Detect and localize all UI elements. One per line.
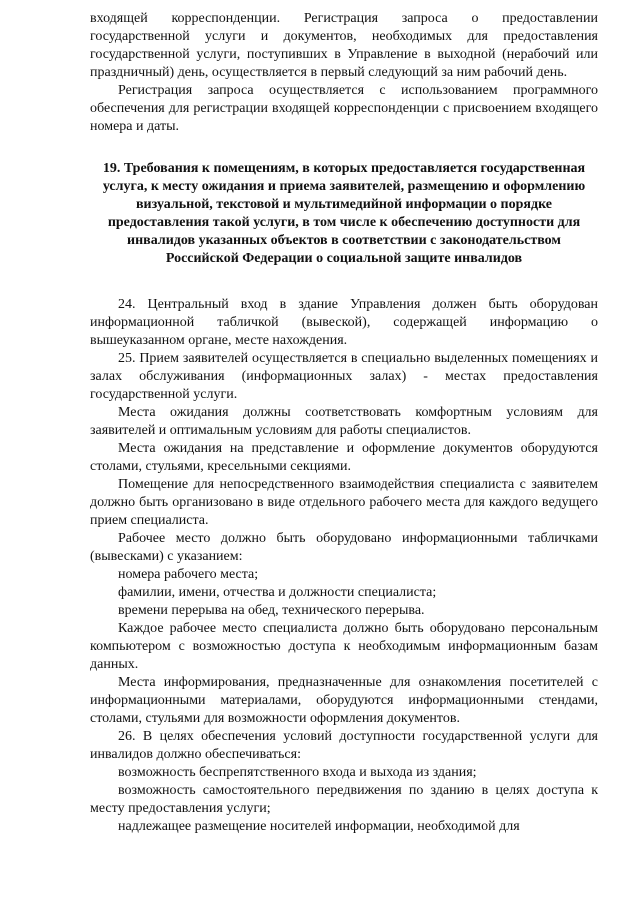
- section-heading: 19. Требования к помещениям, в которых предоставляется государственная услуга, к месту ожидания и приема заявителей, размещению и оформлению визуальной, текстовой и мультимедийной информации о порядке предоставления такой услуги, в том числе к обеспечению доступности для инвалидов указанных объектов в соответствии с законодательством Российской Федерации о социальной защите инвалидов: [102, 161, 586, 266]
- paragraph-workplace-signs: Рабочее место должно быть оборудовано информационными табличками (вывесками) с указанием:: [90, 531, 598, 564]
- list-item-info-carriers: надлежащее размещение носителей информации, необходимой для: [118, 819, 520, 834]
- intro-paragraph-1: входящей корреспонденции. Регистрация запроса о предоставлении государственной услуги и документов, необходимых для предоставления государственной услуги, поступивших в Управление в выходной (нерабочий или праздничный) день, осуществляется в первый следующий за ним рабочий день.: [90, 11, 598, 80]
- paragraph-info-places: Места информирования, предназначенные для ознакомления посетителей с информационными материалами, оборудуются информационными стендами, столами, стульями для возможности оформления документов.: [90, 675, 598, 726]
- list-item-specialist-name: фамилии, имени, отчества и должности специалиста;: [118, 585, 437, 600]
- list-item-entrance: возможность беспрепятственного входа и выхода из здания;: [118, 765, 477, 780]
- paragraph-25: 25. Прием заявителей осуществляется в специально выделенных помещениях и залах обслуживания (информационных залах) - местах предоставления государственной услуги.: [90, 351, 598, 402]
- paragraph-26: 26. В целях обеспечения условий доступности государственной услуги для инвалидов должно обеспечиваться:: [90, 729, 598, 762]
- intro-paragraph-2: Регистрация запроса осуществляется с использованием программного обеспечения для регистрации входящей корреспонденции с присвоением входящего номера и даты.: [90, 83, 598, 134]
- list-item-movement: возможность самостоятельного передвижения по зданию в целях доступа к месту предоставления услуги;: [90, 783, 598, 816]
- paragraph-computer: Каждое рабочее место специалиста должно быть оборудовано персональным компьютером с возможностью доступа к необходимым информационным базам данных.: [90, 621, 598, 672]
- list-item-workplace-number: номера рабочего места;: [118, 567, 259, 582]
- paragraph-waiting-equipment: Места ожидания на представление и оформление документов оборудуются столами, стульями, кресельными секциями.: [90, 441, 598, 474]
- paragraph-waiting-areas: Места ожидания должны соответствовать комфортным условиям для заявителей и оптимальным условиям для работы специалистов.: [90, 405, 598, 438]
- paragraph-24: 24. Центральный вход в здание Управления должен быть оборудован информационной табличкой (вывеской), содержащей информацию о вышеуказанном органе, месте нахождения.: [90, 297, 598, 348]
- paragraph-workplace-room: Помещение для непосредственного взаимодействия специалиста с заявителем должно быть организовано в виде отдельного рабочего места для каждого ведущего прием специалиста.: [90, 477, 598, 528]
- list-item-break-time: времени перерыва на обед, технического перерыва.: [118, 603, 425, 618]
